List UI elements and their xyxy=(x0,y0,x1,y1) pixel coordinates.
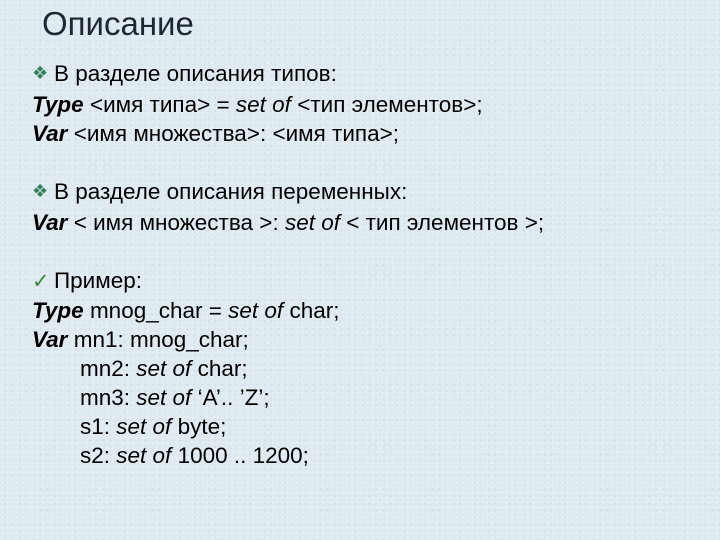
set-of-keyword: set of xyxy=(235,92,291,117)
var-keyword: Var xyxy=(32,210,68,235)
section1-heading-text: В разделе описания типов: xyxy=(54,61,337,86)
example-var-line xyxy=(32,325,712,354)
example-type-line xyxy=(32,296,712,325)
set-of-keyword: set of xyxy=(284,210,340,235)
code-text: mn3: xyxy=(80,385,137,410)
var-declaration-line xyxy=(32,119,712,148)
type-declaration-line xyxy=(32,90,712,119)
set-of-keyword: set of xyxy=(116,443,172,468)
section2-heading-text: В разделе описания переменных: xyxy=(54,179,408,204)
code-text: ‘A’.. ’Z’; xyxy=(191,385,270,410)
slide-title: Описание xyxy=(42,5,194,42)
set-of-keyword: set of xyxy=(136,356,192,381)
set-of-keyword: set of xyxy=(116,414,172,439)
code-text: s2: xyxy=(80,443,117,468)
code-text: char; xyxy=(191,356,248,381)
example-decl-line xyxy=(32,441,712,470)
section2-heading xyxy=(32,177,712,208)
code-text: mn2: xyxy=(80,356,137,381)
code-text: <тип элементов>; xyxy=(290,92,483,117)
section1-heading xyxy=(32,59,712,90)
var-keyword: Var xyxy=(32,121,68,146)
code-text: 1000 .. 1200; xyxy=(171,443,309,468)
slide-body xyxy=(32,59,712,470)
example-decl-line xyxy=(32,412,712,441)
code-text: mnog_char = xyxy=(83,298,229,323)
code-text: mn1: mnog_char; xyxy=(67,327,249,352)
var-set-declaration-line xyxy=(32,208,712,237)
example-decl-line xyxy=(32,383,712,412)
code-text: <имя множества>: <имя типа>; xyxy=(67,121,400,146)
code-text: byte; xyxy=(171,414,227,439)
diamond-bullet-icon: ❖ xyxy=(32,181,49,201)
code-text: < тип элементов >; xyxy=(339,210,545,235)
code-text: char; xyxy=(283,298,340,323)
var-keyword: Var xyxy=(32,327,68,352)
code-text: s1: xyxy=(80,414,117,439)
set-of-keyword: set of xyxy=(136,385,192,410)
code-text: < имя множества >: xyxy=(67,210,285,235)
type-keyword: Type xyxy=(32,92,84,117)
check-mark-icon: ✓ xyxy=(32,270,50,293)
type-keyword: Type xyxy=(32,298,84,323)
code-text: <имя типа> = xyxy=(83,92,236,117)
example-heading-text: Пример: xyxy=(54,268,143,293)
set-of-keyword: set of xyxy=(228,298,284,323)
example-heading xyxy=(32,266,712,296)
diamond-bullet-icon: ❖ xyxy=(32,63,49,83)
example-decl-line xyxy=(32,354,712,383)
